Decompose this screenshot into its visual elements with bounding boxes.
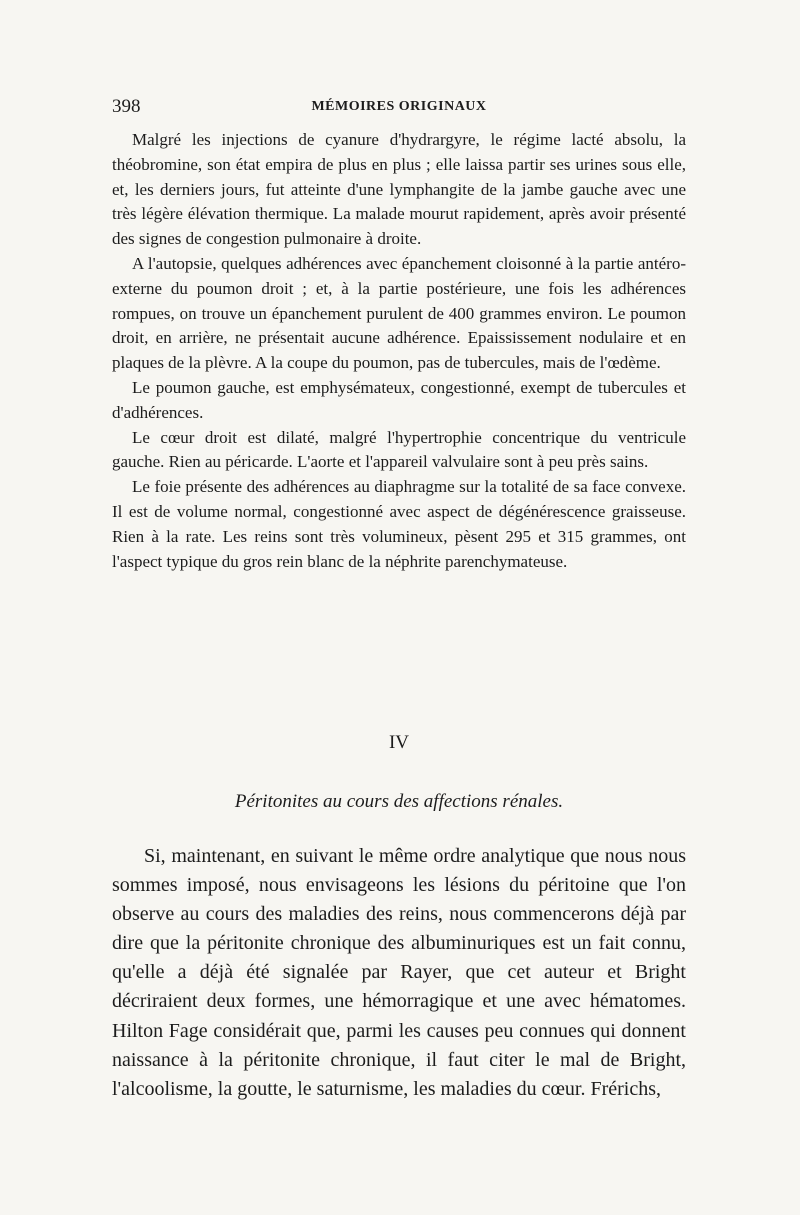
section-body-text xyxy=(112,842,686,1104)
paragraph: Le cœur droit est dilaté, malgré l'hypertrophie concentrique du ventricule gauche. Rien au péricarde. L'aorte et l'appareil valvulaire sont à peu près sains. xyxy=(112,427,686,472)
paragraph: Si, maintenant, en suivant le même ordre analytique que nous nous sommes imposé, nous envisageons les lésions du péritoine que l'on observe au cours des maladies des reins, nous commencerons déjà par dire que la péritonite chronique des albuminuriques est un fait connu, qu'elle a déjà été signalée par Rayer, que cet auteur et Bright décriraient deux formes, une hémorragique et une avec hématomes. Hilton Fage considérait que, parmi les causes peu connues qui donnent naissance à la péritonite chronique, il faut citer le mal de Bright, l'alcoolisme, la goutte, le saturnisme, les maladies du cœur. Frérichs, xyxy=(112,845,686,1100)
page-header xyxy=(112,96,686,122)
paragraph: A l'autopsie, quelques adhérences avec épanchement cloisonné à la partie antéro-externe du poumon droit ; et, à la partie postérieure, une fois les adhérences rompues, on trouve un épanchement purulent de 400 grammes environ. Le poumon droit, en arrière, ne présentait aucune adhérence. Epaississement nodulaire et en plaques de la plèvre. A la coupe du poumon, pas de tubercules, mais de l'œdème. xyxy=(112,253,686,373)
paragraph: Le foie présente des adhérences au diaphragme sur la totalité de sa face convexe. Il est de volume normal, congestionné avec aspect de dégénérescence graisseuse. Rien à la rate. Les reins sont très volumineux, pèsent 295 et 315 grammes, ont l'aspect typique du gros rein blanc de la néphrite parenchymateuse. xyxy=(112,477,686,571)
paragraph: Malgré les injections de cyanure d'hydrargyre, le régime lacté absolu, la théobromine, son état empira de plus en plus ; elle laissa partir ses urines sous elle, et, les derniers jours, fut atteinte d'une lymphangite de la jambe gauche avec une très légère élévation thermique. La malade mourut rapidement, après avoir présenté des signes de congestion pulmonaire à droite. xyxy=(112,130,686,249)
page-number: 398 xyxy=(112,96,141,117)
section-number: IV xyxy=(388,732,410,753)
paragraph: Le poumon gauche, est emphysémateux, congestionné, exempt de tubercules et d'adhérences. xyxy=(112,377,686,422)
section-title: Péritonites au cours des affections rénales. xyxy=(234,791,564,812)
case-report-text xyxy=(112,128,686,574)
running-head: MÉMOIRES ORIGINAUX xyxy=(311,99,487,114)
